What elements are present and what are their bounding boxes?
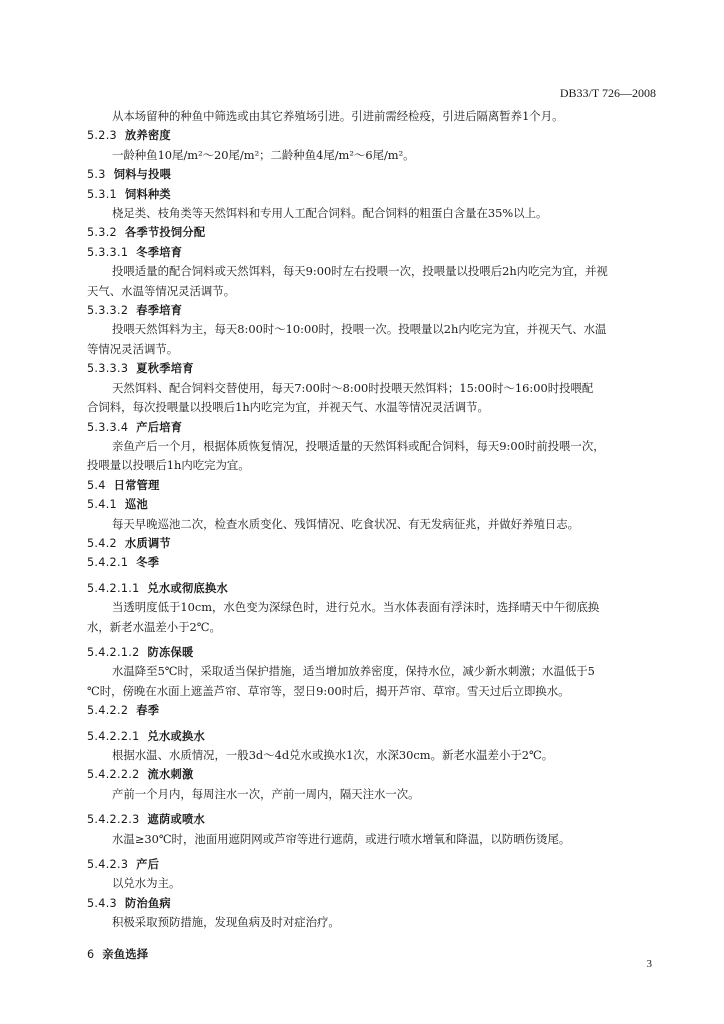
paragraph-line: 投喂适量的配合饲料或天然饵料，每天9:00时左右投喂一次，投喂量以投喂后2h内吃完为宜，并视 bbox=[112, 264, 608, 279]
paragraph: 根据水温、水质情况，一般3d～4d兑水或换水1次，水深30cm。新老水温差小于2℃。 bbox=[112, 748, 554, 762]
chapter-heading: 6 亲鱼选择 bbox=[87, 947, 149, 961]
paragraph: 从本场留种的种鱼中筛选或由其它养殖场引进。引进前需经检疫，引进后隔离暂养1个月。 bbox=[112, 109, 564, 123]
section-heading: 5.4.2.2 春季 bbox=[87, 704, 160, 718]
paragraph: 以兑水为主。 bbox=[112, 876, 181, 891]
section-heading: 5.4.2.1.1 兑水或彻底换水 bbox=[87, 581, 228, 595]
section-heading: 5.3.3.1 冬季培育 bbox=[87, 245, 183, 259]
section-heading: 5.4.2 水质调节 bbox=[87, 536, 171, 550]
paragraph-line: 水，新老水温差小于2℃。 bbox=[87, 619, 221, 634]
section-heading: 5.3.3.2 春季培育 bbox=[87, 304, 183, 318]
paragraph: 每天早晚巡池二次，检查水质变化、残饵情况、吃食状况、有无发病征兆，并做好养殖日志。 bbox=[112, 516, 580, 531]
section-heading: 5.4.3 防治鱼病 bbox=[87, 896, 171, 910]
paragraph-line: 亲鱼产后一个月，根据体质恢复情况，投喂适量的天然饵料或配合饲料，每天9:00时前投喂一次， bbox=[112, 438, 605, 453]
paragraph-line: ℃时，傍晚在水面上遮盖芦帘、草帘等，翌日9:00时后，揭开芦帘、草帘。雪天过后立即换水。 bbox=[87, 683, 570, 698]
section-heading: 5.3.3.4 产后培育 bbox=[87, 420, 183, 434]
paragraph-line: 当透明度低于10cm，水色变为深绿色时，进行兑水。当水体表面有浮沫时，选择晴天中午彻底换 bbox=[112, 600, 600, 615]
section-heading: 5.4.1 巡池 bbox=[87, 498, 148, 512]
paragraph: 水温≥30℃时，池面用遮阴网或芦帘等进行遮荫，或进行喷水增氧和降温，以防晒伤烫尾。 bbox=[112, 831, 571, 846]
section-heading: 5.4 日常管理 bbox=[87, 478, 160, 492]
paragraph: 积极采取预防措施，发现鱼病及时对症治疗。 bbox=[112, 915, 340, 930]
paragraph-line: 天气、水温等情况灵活调节。 bbox=[87, 283, 236, 298]
paragraph-line: 投喂量以投喂后1h内吃完为宜。 bbox=[87, 458, 250, 473]
section-heading: 5.4.2.2.3 遮荫或喷水 bbox=[87, 813, 205, 827]
document-body bbox=[87, 107, 662, 964]
paragraph-line: 水温降至5℃时，采取适当保护措施，适当增加放养密度，保持水位，减少新水刺激；水温低于5 bbox=[112, 664, 595, 679]
section-heading: 5.4.2.1.2 防冻保暖 bbox=[87, 645, 194, 659]
page-number: 3 bbox=[646, 958, 652, 970]
paragraph: 一龄种鱼10尾/m²～20尾/m²；二龄种鱼4尾/m²～6尾/m²。 bbox=[112, 147, 415, 162]
section-heading: 5.4.2.3 产后 bbox=[87, 858, 160, 872]
section-heading: 5.3 饲料与投喂 bbox=[87, 168, 172, 182]
paragraph: 产前一个月内，每周注水一次，产前一周内，隔天注水一次。 bbox=[112, 786, 420, 801]
paragraph-line: 合饲料，每次投喂量以投喂后1h内吃完为宜，并视天气、水温等情况灵活调节。 bbox=[87, 400, 489, 415]
spacer bbox=[87, 933, 662, 945]
paragraph-line: 投喂天然饵料为主，每天8:00时～10:00时，投喂一次。投喂量以2h内吃完为宜，并视天气、水温 bbox=[112, 322, 607, 337]
section-heading: 5.3.1 饲料种类 bbox=[87, 187, 171, 201]
section-heading: 5.3.2 各季节投饲分配 bbox=[87, 226, 206, 240]
section-heading: 5.4.2.2.1 兑水或换水 bbox=[87, 729, 205, 743]
standard-code: DB33/T 726—2008 bbox=[559, 86, 656, 100]
section-heading: 5.4.2.1 冬季 bbox=[87, 556, 160, 570]
paragraph: 桡足类、枝角类等天然饵料和专用人工配合饲料。配合饲料的粗蛋白含量在35%以上。 bbox=[112, 206, 548, 221]
paragraph-line: 等情况灵活调节。 bbox=[87, 341, 179, 356]
section-heading: 5.3.3.3 夏秋季培育 bbox=[87, 362, 194, 376]
paragraph-line: 天然饵料、配合饲料交替使用，每天7:00时～8:00时投喂天然饵料；15:00时～16:00时投喂配 bbox=[112, 380, 594, 395]
section-heading: 5.2.3 放养密度 bbox=[87, 129, 171, 143]
section-heading: 5.4.2.2.2 流水刺激 bbox=[87, 768, 194, 782]
